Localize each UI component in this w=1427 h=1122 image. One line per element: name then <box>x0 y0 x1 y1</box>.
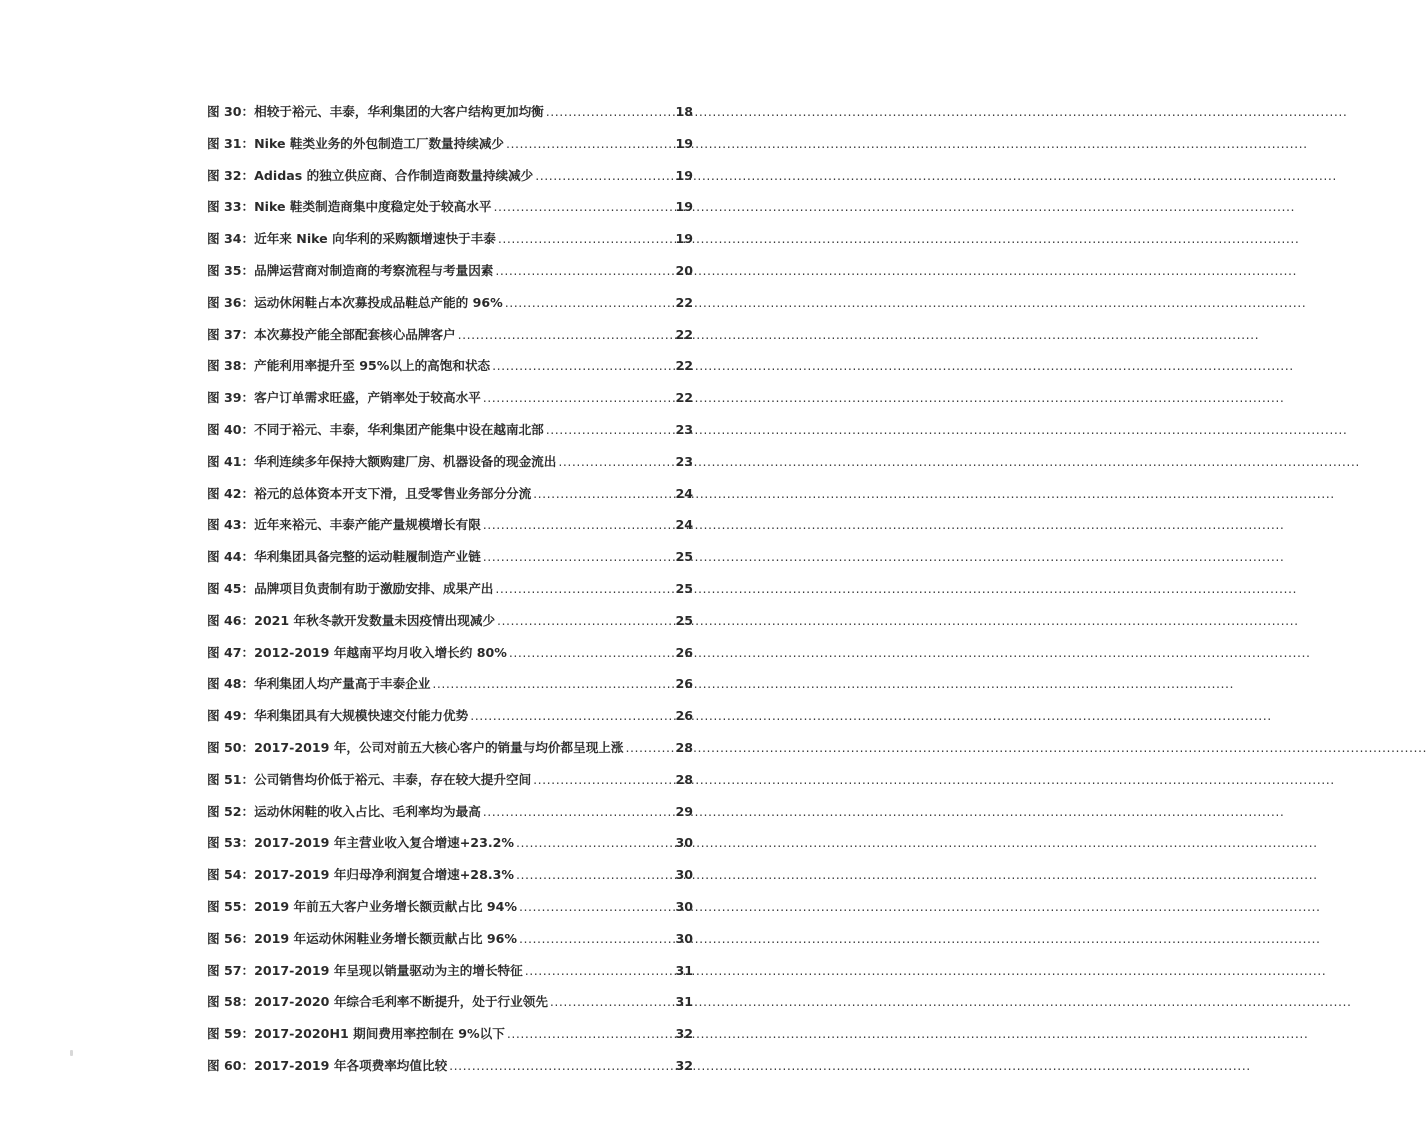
toc-entry[interactable] <box>207 287 693 319</box>
toc-entry[interactable] <box>207 350 693 382</box>
page-number[interactable]: 26 <box>675 708 693 724</box>
toc-entry[interactable] <box>207 319 693 351</box>
page-number[interactable]: 30 <box>675 930 693 946</box>
page-number[interactable]: 30 <box>675 835 693 851</box>
page-number[interactable]: 22 <box>675 294 693 310</box>
dot-leader <box>506 128 673 160</box>
figure-title[interactable]: 2017-2019 年各项费率均值比较 <box>254 1057 448 1073</box>
figure-number: 图 48： <box>207 676 255 692</box>
toc-entry[interactable] <box>207 446 693 478</box>
page-number[interactable]: 19 <box>675 199 693 215</box>
figure-title[interactable]: 客户订单需求旺盛，产销率处于较高水平 <box>254 390 481 406</box>
figure-title[interactable]: 运动休闲鞋占本次募投成品鞋总产能的 96% <box>254 294 503 310</box>
toc-entry[interactable] <box>207 955 693 987</box>
figure-number: 图 51： <box>207 771 255 787</box>
figure-number: 图 49： <box>207 708 255 724</box>
figure-number: 图 37： <box>207 326 255 342</box>
margin-mark <box>70 1050 73 1056</box>
toc-entry[interactable] <box>207 509 693 541</box>
figure-title[interactable]: 近年来 Nike 向华利的采购额增速快于丰泰 <box>254 231 496 247</box>
page-number[interactable]: 30 <box>675 898 693 914</box>
figure-number: 图 52： <box>207 803 255 819</box>
figure-number: 图 60： <box>207 1057 255 1073</box>
toc-entry[interactable] <box>207 923 693 955</box>
figure-number: 图 41： <box>207 453 255 469</box>
figure-title[interactable]: 品牌运营商对制造商的考察流程与考量因素 <box>254 262 494 278</box>
dot-leader <box>525 955 674 987</box>
page-number[interactable]: 29 <box>675 803 693 819</box>
toc-entry[interactable] <box>207 96 693 128</box>
page-number[interactable]: 19 <box>675 135 693 151</box>
figure-title[interactable]: 华利集团具有大规模快速交付能力优势 <box>254 708 469 724</box>
toc-entry[interactable] <box>207 986 693 1018</box>
toc-entry[interactable] <box>207 827 693 859</box>
dot-leader <box>495 255 673 287</box>
figure-number: 图 32： <box>207 167 255 183</box>
dot-leader <box>483 509 674 541</box>
figure-number: 图 33： <box>207 199 255 215</box>
toc-entry[interactable] <box>207 700 693 732</box>
dot-leader <box>497 605 673 637</box>
toc-entry[interactable] <box>207 1018 693 1050</box>
dot-leader <box>516 827 673 859</box>
figure-title[interactable]: Nike 鞋类制造商集中度稳定处于较高水平 <box>254 199 492 215</box>
dot-leader <box>546 414 674 446</box>
dot-leader <box>507 1018 674 1050</box>
page-number[interactable]: 26 <box>675 676 693 692</box>
figure-number: 图 34： <box>207 231 255 247</box>
page-number[interactable]: 22 <box>675 390 693 406</box>
dot-leader <box>449 1050 673 1082</box>
page-number[interactable]: 30 <box>675 867 693 883</box>
dot-leader <box>519 891 673 923</box>
dot-leader <box>550 986 674 1018</box>
figure-number: 图 35： <box>207 262 255 278</box>
figure-number: 图 58： <box>207 994 255 1010</box>
toc-entry[interactable] <box>207 637 693 669</box>
figure-title[interactable]: 不同于裕元、丰泰，华利集团产能集中设在越南北部 <box>254 421 544 437</box>
figure-title[interactable]: 2021 年秋冬款开发数量未因疫情出现减少 <box>254 612 496 628</box>
dot-leader <box>509 637 674 669</box>
page-number[interactable]: 31 <box>675 994 693 1010</box>
page-number[interactable]: 25 <box>675 580 693 596</box>
dot-leader <box>458 319 674 351</box>
toc-entry[interactable] <box>207 859 693 891</box>
figure-number: 图 54： <box>207 867 255 883</box>
figure-number: 图 36： <box>207 294 255 310</box>
dot-leader <box>535 160 673 192</box>
figure-number: 图 43： <box>207 517 255 533</box>
page-number[interactable]: 23 <box>675 421 693 437</box>
page-number[interactable]: 28 <box>675 771 693 787</box>
dot-leader <box>546 96 674 128</box>
toc-entry[interactable] <box>207 605 693 637</box>
page-number[interactable]: 19 <box>675 231 693 247</box>
figure-title[interactable]: 2012-2019 年越南平均月收入增长约 80% <box>254 644 507 660</box>
page-number[interactable]: 22 <box>675 358 693 374</box>
figure-title[interactable]: 2017-2019 年呈现以销量驱动为主的增长特征 <box>254 962 523 978</box>
dot-leader <box>519 923 673 955</box>
figure-number: 图 55： <box>207 898 255 914</box>
figure-title[interactable]: 裕元的总体资本开支下滑，且受零售业务部分分流 <box>254 485 532 501</box>
figure-title[interactable]: 公司销售均价低于裕元、丰泰，存在较大提升空间 <box>254 771 532 787</box>
figure-number: 图 45： <box>207 580 255 596</box>
figure-title[interactable]: 品牌项目负责制有助于激励安排、成果产出 <box>254 580 494 596</box>
figure-number: 图 53： <box>207 835 255 851</box>
figure-number: 图 56： <box>207 930 255 946</box>
figure-title[interactable]: 2019 年前五大客户业务增长额贡献占比 94% <box>254 898 517 914</box>
figure-title[interactable]: 本次募投产能全部配套核心品牌客户 <box>254 326 456 342</box>
dot-leader <box>483 382 674 414</box>
toc-entry[interactable] <box>207 891 693 923</box>
dot-leader <box>470 700 673 732</box>
toc-entry[interactable] <box>207 668 693 700</box>
toc-entry[interactable] <box>207 764 693 796</box>
page-number[interactable]: 25 <box>675 549 693 565</box>
dot-leader <box>505 287 674 319</box>
figure-title[interactable]: 2017-2019 年归母净利润复合增速+28.3% <box>254 867 515 883</box>
page-number[interactable]: 19 <box>675 167 693 183</box>
page-number[interactable]: 31 <box>675 962 693 978</box>
toc-entry[interactable] <box>207 573 693 605</box>
toc-entry[interactable] <box>207 732 693 764</box>
dot-leader <box>533 764 673 796</box>
toc-entry[interactable] <box>207 128 693 160</box>
figure-title[interactable]: 华利连续多年保持大额购建厂房、机器设备的现金流出 <box>254 453 557 469</box>
figure-title[interactable]: 2019 年运动休闲鞋业务增长额贡献占比 96% <box>254 930 517 946</box>
figure-title[interactable]: 运动休闲鞋的收入占比、毛利率均为最高 <box>254 803 481 819</box>
page-number[interactable]: 23 <box>675 453 693 469</box>
figure-title[interactable]: Nike 鞋类业务的外包制造工厂数量持续减少 <box>254 135 505 151</box>
dot-leader <box>498 223 674 255</box>
page-number[interactable]: 32 <box>675 1026 693 1042</box>
dot-leader <box>492 350 673 382</box>
figure-title[interactable]: 华利集团人均产量高于丰泰企业 <box>254 676 431 692</box>
page-number[interactable]: 25 <box>675 612 693 628</box>
toc-entry[interactable] <box>207 478 693 510</box>
dot-leader <box>558 446 673 478</box>
figure-number: 图 50： <box>207 739 255 755</box>
dot-leader <box>516 859 673 891</box>
page-number[interactable]: 26 <box>675 644 693 660</box>
figure-title[interactable]: Adidas 的独立供应商、合作制造商数量持续减少 <box>254 167 534 183</box>
figure-number: 图 44： <box>207 549 255 565</box>
figure-number: 图 31： <box>207 135 255 151</box>
page-number[interactable]: 24 <box>675 517 693 533</box>
dot-leader <box>483 541 674 573</box>
page-number[interactable]: 22 <box>675 326 693 342</box>
toc-entry[interactable] <box>207 382 693 414</box>
dot-leader <box>625 732 673 764</box>
page-number[interactable]: 24 <box>675 485 693 501</box>
toc-entry[interactable] <box>207 191 693 223</box>
page-number[interactable]: 20 <box>675 262 693 278</box>
page-number[interactable]: 18 <box>675 104 693 119</box>
dot-leader <box>493 191 673 223</box>
dot-leader <box>432 668 673 700</box>
page-number[interactable]: 32 <box>675 1057 693 1073</box>
toc-entry[interactable] <box>207 223 693 255</box>
figure-title[interactable]: 2017-2020 年综合毛利率不断提升，处于行业领先 <box>254 994 548 1010</box>
figure-number: 图 57： <box>207 962 255 978</box>
figure-title[interactable]: 相较于裕元、丰泰，华利集团的大客户结构更加均衡 <box>254 104 544 119</box>
figure-number: 图 59： <box>207 1026 255 1042</box>
table-of-figures <box>207 96 693 1082</box>
figure-number: 图 47： <box>207 644 255 660</box>
figure-number: 图 46： <box>207 612 255 628</box>
dot-leader <box>495 573 673 605</box>
toc-entry[interactable] <box>207 255 693 287</box>
toc-entry[interactable] <box>207 1050 693 1082</box>
figure-number: 图 39： <box>207 390 255 406</box>
dot-leader <box>483 796 674 828</box>
toc-entry[interactable] <box>207 541 693 573</box>
figure-number: 图 30： <box>207 104 255 119</box>
figure-number: 图 40： <box>207 421 255 437</box>
figure-title[interactable]: 2017-2019 年主营业收入复合增速+23.2% <box>254 835 515 851</box>
figure-title[interactable]: 2017-2019 年，公司对前五大核心客户的销量与均价都呈现上涨 <box>254 739 624 755</box>
figure-title[interactable]: 产能利用率提升至 95%以上的高饱和状态 <box>254 358 491 374</box>
toc-entry[interactable] <box>207 160 693 192</box>
figure-number: 图 38： <box>207 358 255 374</box>
figure-number: 图 42： <box>207 485 255 501</box>
toc-entry[interactable] <box>207 414 693 446</box>
dot-leader <box>533 478 673 510</box>
figure-title[interactable]: 2017-2020H1 期间费用率控制在 9%以下 <box>254 1026 505 1042</box>
page-number[interactable]: 28 <box>675 739 693 755</box>
figure-title[interactable]: 华利集团具备完整的运动鞋履制造产业链 <box>254 549 481 565</box>
toc-entry[interactable] <box>207 796 693 828</box>
figure-title[interactable]: 近年来裕元、丰泰产能产量规模增长有限 <box>254 517 481 533</box>
